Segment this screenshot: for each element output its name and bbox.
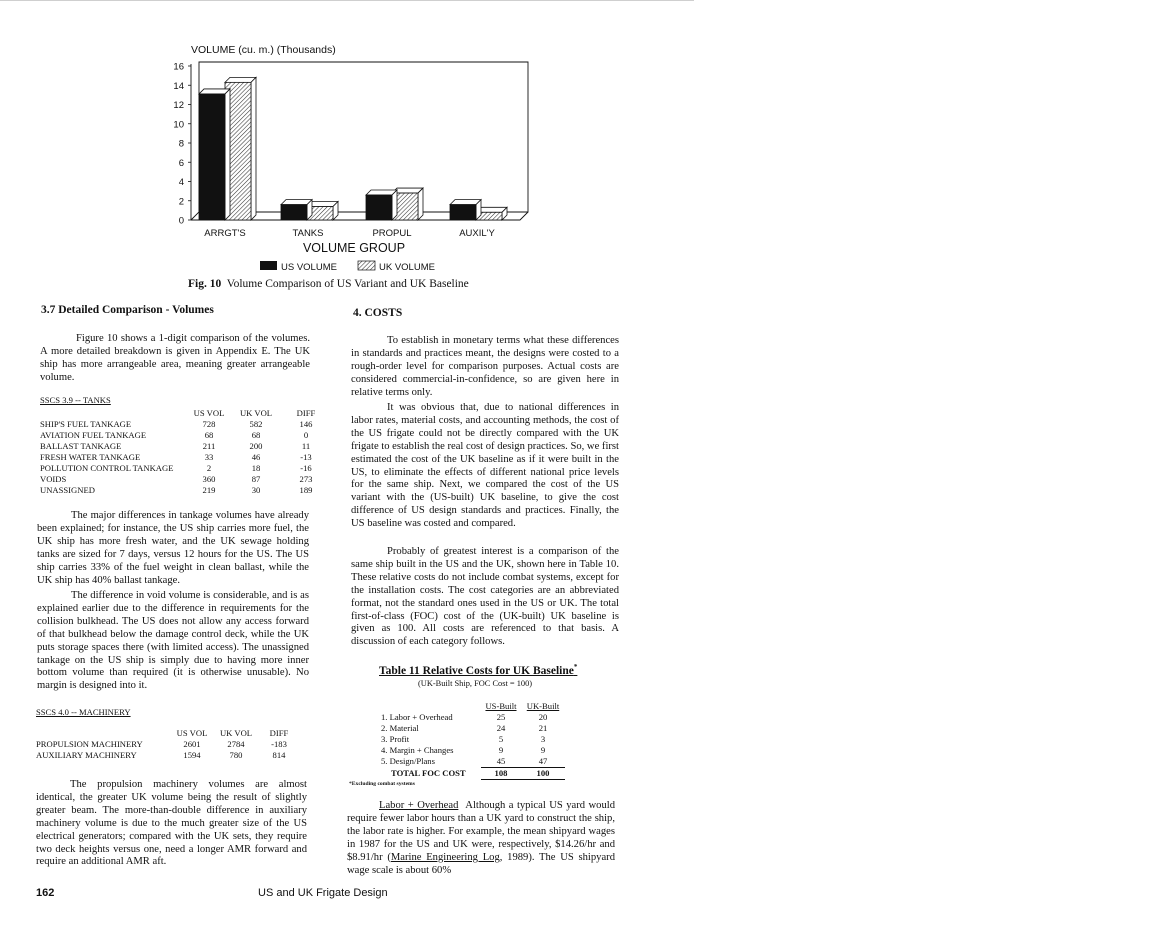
- table-cell: -183: [271, 739, 287, 749]
- table-header-row: [40, 408, 330, 419]
- y-tick-label: 2: [178, 196, 184, 208]
- table-cell: 20: [538, 712, 548, 722]
- category-labels: [204, 228, 495, 239]
- category-label: ARRGT'S: [204, 228, 246, 239]
- citation: Marine Engineering Log: [390, 851, 500, 863]
- legend-swatch-us: [260, 261, 277, 270]
- bar-side: [225, 89, 230, 220]
- column-header: UK-Built: [526, 701, 560, 711]
- table-11-title-mark: *: [573, 663, 578, 671]
- row-label: PROPULSION MACHINERY: [36, 739, 143, 749]
- table-row: [381, 745, 565, 756]
- y-tick-label: 12: [173, 100, 184, 111]
- bar-side: [251, 77, 256, 220]
- table-cell: 45: [481, 756, 521, 768]
- legend-label-uk: UK VOLUME: [379, 262, 435, 273]
- table-header-row: [36, 728, 300, 739]
- table-row: [40, 474, 330, 485]
- bar-side: [418, 188, 423, 220]
- table-11-subtitle: (UK-Built Ship, FOC Cost = 100): [418, 679, 533, 688]
- table-cell: 18: [251, 463, 261, 473]
- right-paragraph-3: Probably of greatest interest is a comparison of the same ship built in the US and the UK, shown here in Table 10. These relative costs do not include combat systems, except for the installation costs. The cost categories are an abbreviated format, not the standard ones used in the US or UK. The total first-of-class (FOC) cost of the (UK-built) UK baseline is given as 100. All costs are referenced to that basis. A discussion of each category follows.: [351, 546, 619, 648]
- figure-caption-text: Volume Comparison of US Variant and UK Baseline: [226, 278, 469, 290]
- right-paragraph-4-b: , 1989). The US shipyard wage scale is about 60%: [347, 851, 615, 876]
- left-paragraph-1: Figure 10 shows a 1-digit comparison of the volumes. A more detailed breakdown is given in Appendix E. The UK ship has more arrangeable area, meaning greater arrangeable volume.: [40, 333, 310, 383]
- table-row: [40, 430, 330, 441]
- table-cell: 9: [498, 745, 504, 755]
- left-paragraph-4: The propulsion machinery volumes are almost identical, the greater UK volume being the result of slightly greater beam. The more-than-double difference in auxiliary machinery volume is due to the much greater size of the US electrical generators; compared with the UK sets, they require two deck heights versus one, need a longer AMR forward and require an additional AMR aft.: [36, 779, 307, 868]
- table-total-row: [381, 768, 565, 780]
- row-label: BALLAST TANKAGE: [40, 441, 122, 451]
- table-11-title-text: Table 11 Relative Costs for UK Baseline: [379, 664, 574, 677]
- right-paragraph-1: To establish in monetary terms what these differences in standards and practices meant, the designs were costed to a rough-order level for comparison purposes. Actual costs are considered commercial-in-confidence, so are given here in relative terms only.: [351, 335, 619, 398]
- table-cell: 68: [204, 430, 214, 440]
- y-tick-label: 6: [178, 157, 184, 169]
- table-row: [36, 739, 300, 750]
- table-cell: 5: [498, 734, 504, 744]
- table-row: [40, 441, 330, 452]
- machinery-table: [36, 728, 300, 761]
- category-label: TANKS: [292, 228, 324, 239]
- chart-legend: [260, 261, 435, 273]
- table-cell: 211: [202, 441, 216, 451]
- table-11: [381, 701, 565, 780]
- table-11-footnote: *Excluding combat systems: [349, 781, 415, 787]
- bar-face: [366, 195, 392, 220]
- row-label: POLLUTION CONTROL TANKAGE: [40, 463, 174, 473]
- right-paragraph-2: It was obvious that, due to national differences in labor rates, material costs, and accounting methods, the cost of the US frigate could not be directly compared with the UK frigate to establish the real cost of design practices. So, we first estimated the cost of the UK baseline as if it were built in the US, to eliminate the effects of different national price levels for the same ship. Next, we compared the cost of the US variant with the (US-built) UK baseline, to give the cost difference of US design standards and practices. Finally, the US baseline was costed and compared.: [351, 402, 619, 530]
- bar-us-volume: [199, 89, 230, 220]
- right-paragraph-4: [347, 800, 615, 877]
- table-cell: 25: [496, 712, 506, 722]
- top-rule: [0, 0, 694, 1]
- table-cell: 582: [249, 419, 263, 429]
- column-header: UK VOL: [239, 408, 273, 418]
- table-cell: 2601: [183, 739, 201, 749]
- row-label: VOIDS: [40, 474, 67, 484]
- y-axis: [173, 62, 191, 227]
- table-cell: 273: [299, 474, 313, 484]
- table-header-row: [381, 701, 565, 712]
- row-label: 4. Margin + Changes: [381, 745, 454, 755]
- table-row: [381, 723, 565, 734]
- section-heading-volumes: 3.7 Detailed Comparison - Volumes: [41, 304, 214, 316]
- left-paragraph-2: The major differences in tankage volumes have already been explained; for instance, the US ship carries more fuel, the UK ship has more fresh water, and the UK sewage holding tanks are sized for 7 days, versus 12 hours for the US. The US ship carries 33% of the fuel weight in clean ballast, while the UK ship has 40% ballast tankage.: [37, 510, 309, 586]
- table-cell: 24: [496, 723, 506, 733]
- row-label: SHIP'S FUEL TANKAGE: [40, 419, 132, 429]
- section-heading-costs: 4. COSTS: [353, 307, 403, 319]
- table-row: [381, 712, 565, 723]
- table-cell: 0: [303, 430, 309, 440]
- tanks-table-title: SSCS 3.9 -- TANKS: [40, 395, 111, 405]
- table-cell: 46: [251, 452, 261, 462]
- table-cell: 728: [202, 419, 216, 429]
- table-cell: 780: [229, 750, 243, 760]
- y-tick-label: 16: [173, 61, 184, 73]
- table-cell: 30: [251, 485, 261, 495]
- table-cell: 33: [204, 452, 214, 462]
- table-cell: 2: [206, 463, 212, 473]
- row-label: 2. Material: [381, 723, 419, 733]
- table-cell: 68: [251, 430, 261, 440]
- right-paragraph-4-a: Although a typical US yard would require fewer labor hours than a UK yard to construct the ship, the labor rate is higher. For example, the mean shipyard wages in 1987 for the US and UK were, respectively, $14.26/hr and $8.91/hr (: [347, 800, 615, 863]
- table-cell: 3: [540, 734, 546, 744]
- legend-swatch-uk: [358, 261, 375, 270]
- y-tick-label: 10: [173, 119, 184, 131]
- row-label: FRESH WATER TANKAGE: [40, 452, 141, 462]
- table-cell: 200: [249, 441, 263, 451]
- table-cell: 21: [538, 723, 548, 733]
- table-row: [40, 463, 330, 474]
- total-cell: 100: [521, 768, 565, 780]
- bar-face: [199, 94, 225, 220]
- chart-title: VOLUME (cu. m.) (Thousands): [191, 44, 336, 56]
- figure-caption: [188, 278, 469, 290]
- row-label: AVIATION FUEL TANKAGE: [40, 430, 147, 440]
- volume-bar-chart: [150, 40, 570, 280]
- table-row: [381, 734, 565, 745]
- column-header: US VOL: [193, 408, 225, 418]
- column-header: DIFF: [269, 728, 289, 738]
- table-cell: -13: [300, 452, 312, 462]
- y-tick-label: 0: [178, 215, 184, 227]
- table-cell: 11: [301, 441, 311, 451]
- table-row: [36, 750, 300, 761]
- y-tick-label: 4: [178, 177, 184, 188]
- table-row: [40, 419, 330, 430]
- y-tick-label: 14: [173, 80, 184, 92]
- machinery-table-title: SSCS 4.0 -- MACHINERY: [36, 707, 131, 717]
- tanks-table: [40, 408, 330, 496]
- table-cell: 87: [251, 474, 261, 484]
- total-label: TOTAL FOC COST: [391, 768, 466, 778]
- page-number: 162: [36, 887, 55, 899]
- row-label: 3. Profit: [381, 734, 410, 744]
- column-header: US-Built: [485, 701, 517, 711]
- table-cell: 1594: [183, 750, 201, 760]
- category-label: PROPUL: [372, 228, 412, 239]
- table-row: [40, 485, 330, 496]
- row-label: 5. Design/Plans: [381, 756, 435, 767]
- y-tick-label: 8: [178, 138, 184, 150]
- left-paragraph-3: The difference in void volume is considerable, and is as explained earlier due to the difference in requirements for the collision bulkhead. The US does not allow any access forward of that bulkhead below the damage control deck, while the UK puts storage spaces there (with limited access). The unassigned tankage on the US ship is simply due to having more inner bottom volume than required (it is otherwise unusable). No margin is designed into it.: [37, 590, 309, 692]
- table-cell: -16: [300, 463, 312, 473]
- column-header: DIFF: [296, 408, 316, 418]
- column-header: US VOL: [176, 728, 208, 738]
- row-label: AUXILIARY MACHINERY: [36, 750, 137, 760]
- table-cell: 360: [202, 474, 216, 484]
- bar-us-volume: [450, 200, 481, 220]
- category-label: AUXIL'Y: [459, 228, 495, 239]
- bar-us-volume: [366, 190, 397, 220]
- labor-overhead-lead: Labor + Overhead: [379, 800, 459, 811]
- bars-group: [199, 77, 507, 220]
- table-row: [381, 756, 565, 768]
- table-cell: 146: [299, 419, 313, 429]
- row-label: 1. Labor + Overhead: [381, 712, 453, 722]
- table-cell: 2784: [227, 739, 245, 749]
- table-cell: 814: [272, 750, 286, 760]
- bar-us-volume: [281, 200, 312, 220]
- table-cell: 9: [540, 745, 546, 755]
- bar-face: [281, 205, 307, 220]
- figure-label: Fig. 10: [188, 278, 222, 290]
- legend-label-us: US VOLUME: [281, 262, 337, 273]
- bar-face: [450, 205, 476, 220]
- running-footer-title: US and UK Frigate Design: [258, 887, 388, 899]
- table-cell: 189: [299, 485, 313, 495]
- table-cell: 47: [521, 756, 565, 768]
- table-row: [40, 452, 330, 463]
- total-cell: 108: [481, 768, 521, 780]
- table-11-title: [379, 663, 577, 677]
- row-label: UNASSIGNED: [40, 485, 95, 495]
- column-header: UK VOL: [219, 728, 253, 738]
- x-axis-label: VOLUME GROUP: [302, 241, 406, 255]
- table-cell: 219: [202, 485, 216, 495]
- bar-side: [392, 190, 397, 220]
